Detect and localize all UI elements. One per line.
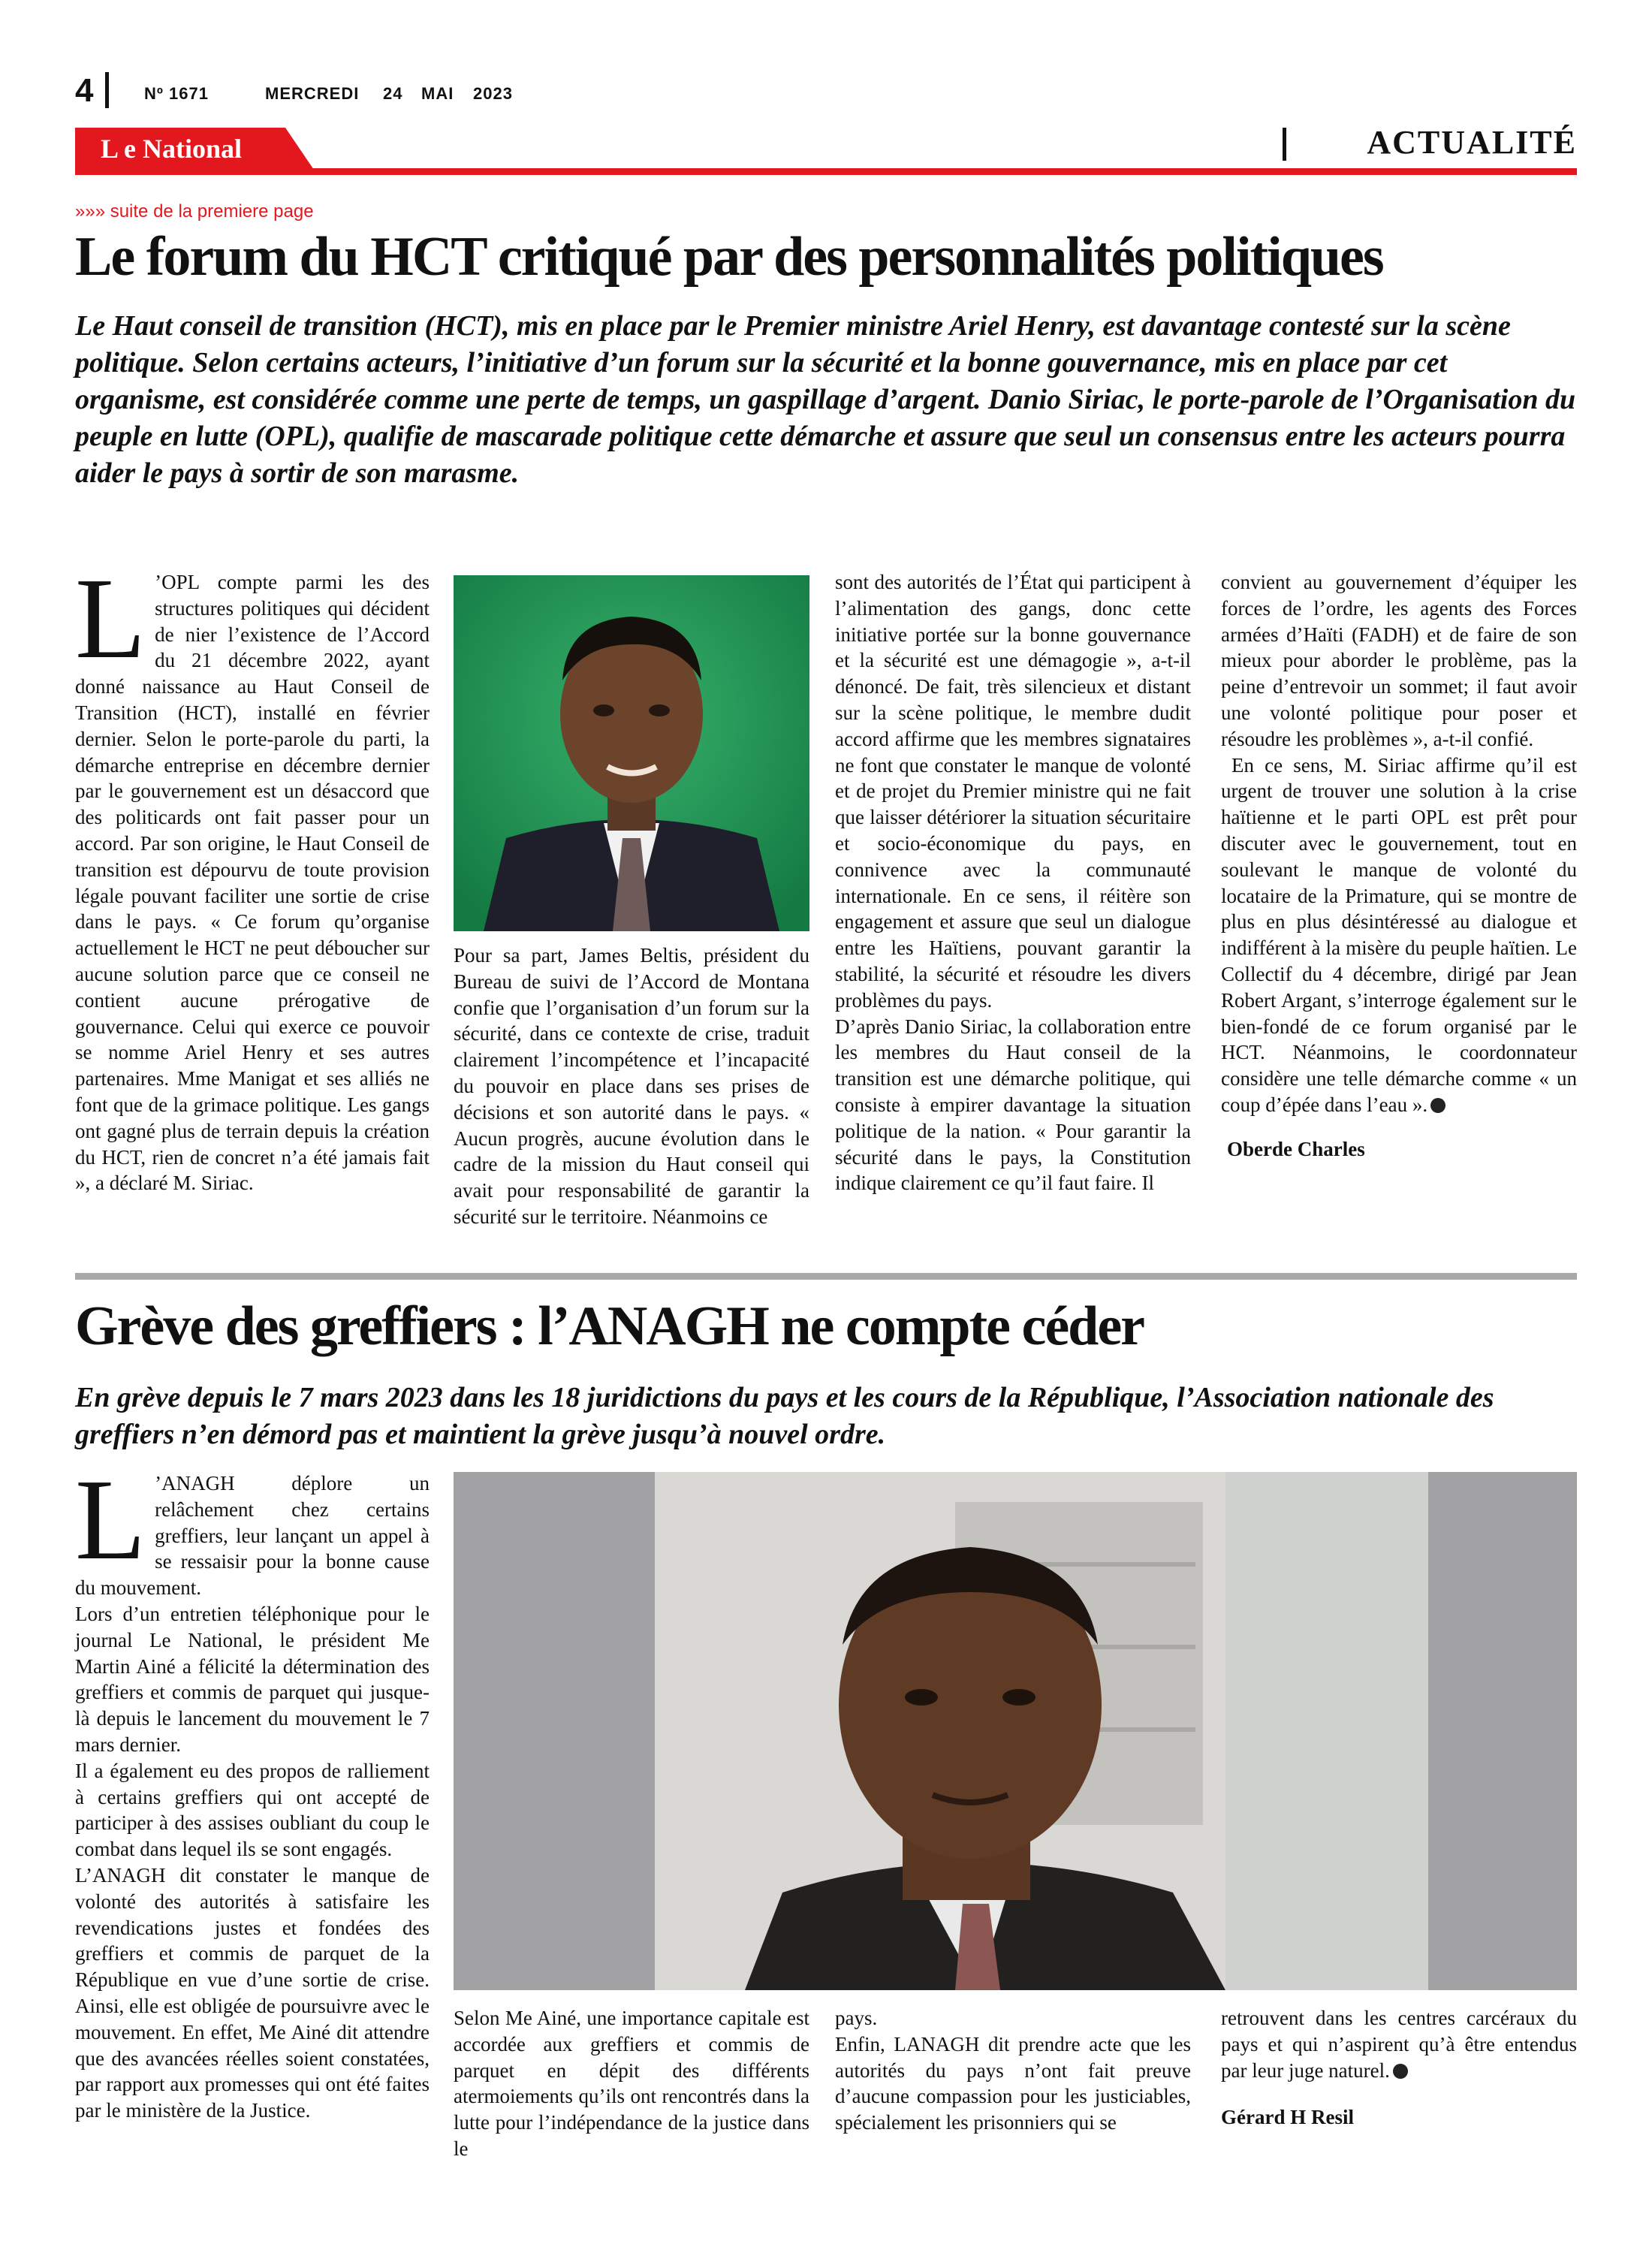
issue-day: 24 [383,84,403,103]
page-number: 4 [75,72,94,109]
article1-column-2 [454,943,809,1230]
article2-headline: Grève des greffiers : l’ANAGH ne compte céder [75,1295,1144,1357]
article1-lead: Le Haut conseil de transition (HCT), mis en place par le Premier ministre Ariel Henry, est davantage contesté sur la scène politique. Selon certains acteurs, l’initiative d’un forum sur la sécurité et la bonne gouvernance, mis en place par cet organisme, est considérée comme une perte de temps, un gaspillage d’argent. Danio Siriac, le porte-parole de l’Organisation du peuple en lutte (OPL), qualifie de mascarade politique cette démarche et assure que seul un consensus entre les acteurs pourra aider le pays à sortir de son marasme. [75,310,1576,489]
dropcap: L [75,555,146,683]
article1-column-3 [835,569,1191,1196]
article2-col3-para-2: Enfin, LANAGH dit prendre acte que les autorités du pays n’ont fait preuve d’aucune compassion pour les justiciables, spécialement les prisonniers qui se [835,2032,1191,2134]
article2-col1-para-1: ’ANAGH déplore un relâchement chez certains greffiers, leur lançant un appel à se ressaisir pour la bonne cause du mouvement. [75,1472,430,1600]
header-rule [75,168,1577,175]
article2-col1-para-3: Il a également eu des propos de ralliement à certains greffiers qui ont accepté de participer à des assises oubliant du coup le combat dans lequel ils se sont engagés. [75,1759,430,1861]
issue-weekday: MERCREDI [265,84,360,103]
end-of-article-icon [1393,2064,1408,2079]
page-number-divider [105,72,109,108]
article2-lead: En grève depuis le 7 mars 2023 dans les 18 juridictions du pays et les cours de la République, l’Association nationale des greffiers n’en démord pas et maintient la grève jusqu’à nouvel ordre. [75,1382,1494,1450]
article2-column-1 [75,1456,430,2124]
portrait-photo-martin-aine [454,1472,1577,1990]
article1-column-1 [75,555,430,1196]
article1-column-4 [1221,569,1577,1163]
brand-logo-text: L e National [101,134,243,164]
article1-headline: Le forum du HCT critiqué par des personnalités politiques [75,226,1383,288]
section-label: ACTUALITÉ [1367,124,1577,161]
article2-column-2 [454,2005,809,2162]
article2-col2-text: Selon Me Ainé, une importance capitale est accordée aux greffiers et commis de parquet en dépit des différents atermoiements qu’ils ont rencontrés dans la lutte pour l’indépendance de la justice dans le [454,2007,809,2160]
section-divider [1283,128,1286,161]
article2-col1-para-4: L’ANAGH dit constater le manque de volonté des autorités à satisfaire les revendications justes et fondées des greffiers et commis de parquet de la République en vue d’une sortie de crise. Ainsi, elle est obligée de poursuivre avec le mouvement. En effet, Me Ainé dit attendre que des avancées réelles soient constatées, par rapport aux promesses qui ont été faites par le ministère de la Justice. [75,1863,430,2122]
issue-month: MAI [421,84,454,103]
article2-col1-para-2: Lors d’un entretien téléphonique pour le journal Le National, le président Me Martin Ainé a félicité la détermination des greffiers et commis de parquet qui jusque-là depuis le lancement du mouvement le 7 mars dernier. [75,1602,430,1756]
article1-col1-text: ’OPL compte parmi les des structures politiques qui décident de nier l’existence de l’Accord du 21 décembre 2022, ayant donné naissance au Haut Conseil de Transition (HCT), installé en février dernier. Selon le porte-parole du parti, la démarche entreprise en décembre dernier par le gouvernement est un désaccord que des politicards ont fait passer pour un accord. Par son origine, le Haut Conseil de transition est dépourvu de toute provision légale pouvant faciliter une sortie de crise dans le pays. « Ce forum qu’organise actuellement le HCT ne peut déboucher sur aucune solution parce que ce conseil ne contient aucune prérogative de gouvernance. Celui qui exerce ce pouvoir se nomme Ariel Henry et ses autres partenaires. Mme Manigat et ses alliés ne font que de la grimace politique. Les gangs ont gagné plus de terrain depuis la création du HCT, rien de concret n’a été jamais fait », a déclaré M. Siriac. [75,571,430,1195]
article1-col4-para-1: convient au gouvernement d’équiper les forces de l’ordre, les agents des Forces armées d’Haïti (FADH) et de faire de son mieux pour aborder le problème, pas la peine d’entrevoir un sommet; il faut avoir une volonté politique pour poser et résoudre les problèmes », a-t-il confié. [1221,571,1577,750]
issue-year: 2023 [473,84,513,103]
continued-kicker: »»» suite de la premiere page [75,201,314,222]
article1-byline: Oberde Charles [1227,1137,1365,1160]
article2-col4-text: retrouvent dans les centres carcéraux du pays et qui n’aspirent qu’à être entendus par leur juge naturel. [1221,2007,1577,2082]
article1-col3-para-1: sont des autorités de l’État qui participent à l’alimentation des gangs, donc cette initiative portée sur la bonne gouvernance et la sécurité est une démagogie », a-t-il dénoncé. De fait, très silencieux et distant sur la scène politique, le membre dudit accord affirme que les membres signataires ne font que constater le manque de volonté et de projet du Premier ministre qui ne fait que laisser détériorer la situation sécuritaire et socio-économique du pays, en connivence avec la communauté internationale. En ce sens, il réitère son engagement et assure que seul un dialogue entre les Haïtiens, pouvant garantir la stabilité, la sécurité et résoudre les divers problèmes du pays. [835,571,1191,1012]
article2-col3-para-1: pays. [835,2007,878,2029]
article2-column-3 [835,2005,1191,2136]
article-separator [75,1273,1577,1280]
dropcap: L [75,1456,146,1584]
portrait-photo-james-beltis [454,575,809,931]
article1-col4-para-2: En ce sens, M. Siriac affirme qu’il est urgent de trouver une solution à la crise haïtienne et le parti OPL est prêt pour discuter avec le gouvernement, tout en soulevant le manque de volonté du locataire de la Primature, qui se montre de plus en plus désintéressé au dialogue et indifférent à la misère du peuple haïtien. Le Collectif du 4 décembre, dirigé par Jean Robert Argant, s’interroge également sur le bien-fondé de ce forum organisé par le HCT. Néanmoins, le coordonnateur considère une telle démarche comme « un coup d’épée dans l’eau ». [1221,753,1577,1116]
article2-column-4 [1221,2005,1577,2131]
end-of-article-icon [1430,1098,1446,1113]
article1-col2-text: Pour sa part, James Beltis, président du Bureau de suivi de l’Accord de Montana confie que l’organisation d’un forum sur la sécurité, dans ce contexte de crise, traduit clairement l’incompétence et l’incapacité du pouvoir en place dans ses prises de décisions et son autorité dans le pays. « Aucun progrès, aucune évolution dans le cadre de la mission du Haut conseil qui avait pour responsabilité de garantir la sécurité sur le territoire. Néanmoins ce [454,944,809,1228]
article2-byline: Gérard H Resil [1221,2106,1354,2129]
article1-col3-para-2: D’après Danio Siriac, la collaboration entre les membres du Haut conseil de la transition est une démarche politique, qui consiste à empirer davantage la situation politique de la nation. « Pour garantir la sécurité dans le pays, la Constitution indique clairement ce qu’il faut faire. Il [835,1015,1191,1195]
issue-number: Nº 1671 [144,84,209,103]
